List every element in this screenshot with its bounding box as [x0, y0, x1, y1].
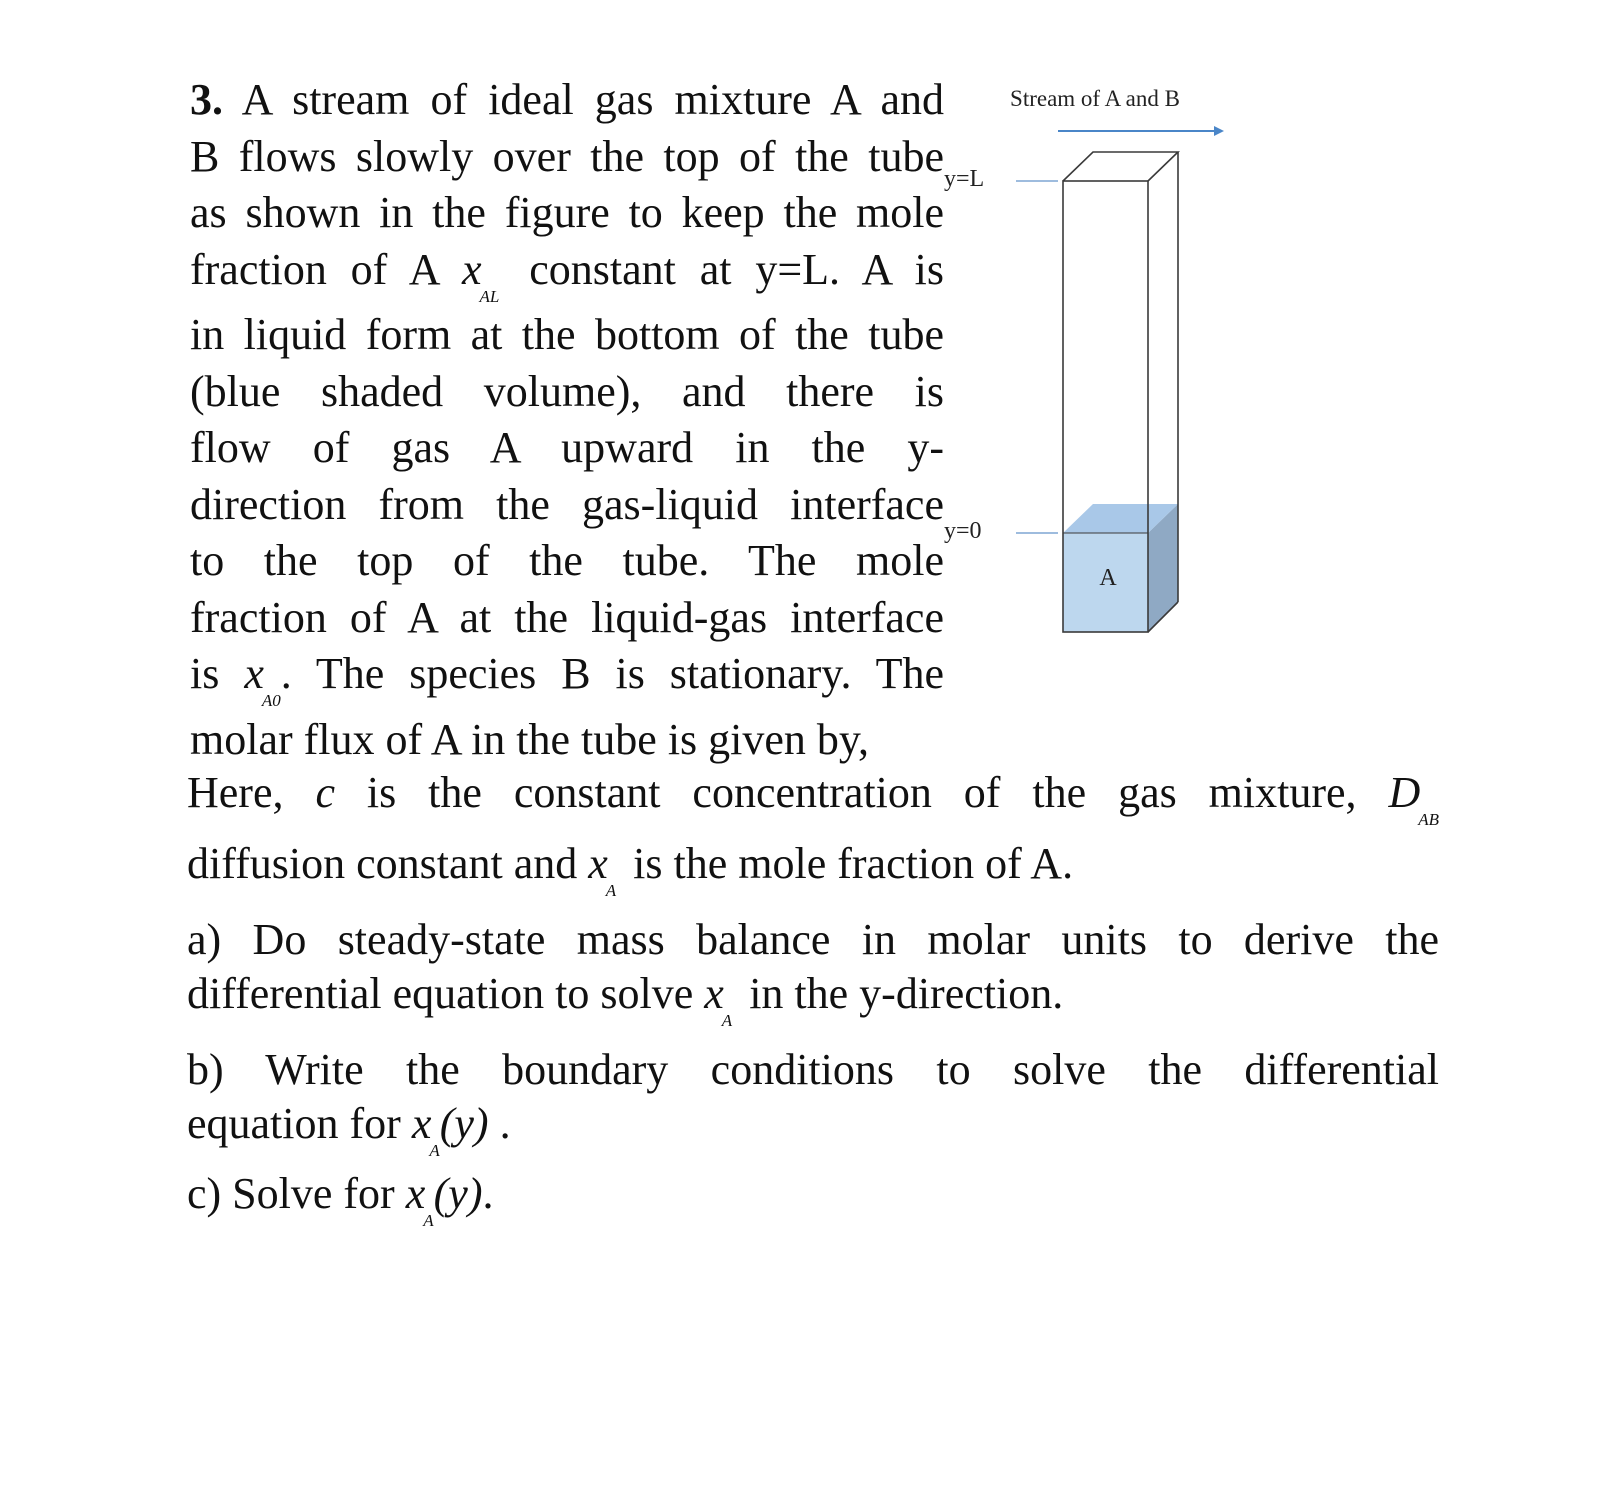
- intro-line: is $x_{A0}$. The species B is stationary. The: [190, 649, 944, 710]
- var-c: c: [315, 768, 335, 817]
- intro-line: fraction of A $x_{AL}$ constant at y=L. A is: [190, 244, 945, 306]
- subscript-A: A: [429, 1140, 440, 1160]
- var-x: x: [588, 838, 608, 888]
- part-b-line1: b) Write the boundary conditions to solve the differential: [187, 1045, 1439, 1094]
- var-x: x: [405, 1169, 426, 1218]
- subscript-A: A: [721, 1010, 733, 1030]
- tube: [1063, 152, 1178, 632]
- stream-label: Stream of A and B: [1010, 86, 1180, 111]
- problem-number: 3.: [190, 75, 223, 124]
- diffusion-line: diffusion constant and $x_A$ is the mole fraction of A.: [187, 838, 1074, 900]
- intro-line: molar flux of A in the tube is given by,: [190, 714, 870, 764]
- var-x: x: [704, 968, 724, 1018]
- intro-line: direction from the gas-liquid interface: [190, 479, 944, 529]
- stream-arrow-icon: [1058, 126, 1224, 136]
- problem-parts: [187, 762, 1439, 1234]
- intro-line: 3. A stream of ideal gas mixture A and: [190, 75, 944, 124]
- problem-intro: [190, 72, 944, 768]
- subscript-A: A: [423, 1211, 434, 1230]
- subscript-A0: A0: [261, 691, 281, 710]
- here-line: Here, c is the constant concentration of the gas mixture, $D_{AB}$: [187, 768, 1440, 829]
- subscript-A: A: [605, 880, 617, 900]
- intro-line: to the top of the tube. The mole: [190, 536, 944, 585]
- part-c-line: c) Solve for $x_A(y)$.: [187, 1169, 494, 1230]
- intro-line: (blue shaded volume), and there is: [190, 366, 944, 416]
- var-D: D: [1388, 768, 1421, 817]
- intro-line: fraction of A at the liquid-gas interface: [190, 592, 944, 642]
- part-a-line2: differential equation to solve $x_A$ in the y-direction.: [187, 968, 1064, 1030]
- intro-line: B flows slowly over the top of the tube: [190, 131, 944, 181]
- subscript-AB: AB: [1418, 810, 1440, 829]
- y-L-label: y=L: [944, 166, 985, 192]
- subscript-AL: AL: [479, 286, 500, 306]
- var-x: x: [411, 1098, 432, 1148]
- part-a-line1: a) Do steady-state mass balance in molar units to derive the: [187, 915, 1439, 964]
- intro-line: flow of gas A upward in the y-: [190, 423, 944, 472]
- var-x: x: [461, 244, 482, 294]
- var-x: x: [244, 649, 264, 698]
- liquid-A-label: A: [1099, 565, 1117, 591]
- intro-line: in liquid form at the bottom of the tube: [190, 310, 944, 359]
- part-b-line2: equation for $x_A(y)$ .: [187, 1098, 511, 1160]
- intro-line: as shown in the figure to keep the mole: [190, 188, 944, 237]
- tube-figure: [944, 80, 1270, 680]
- y-0-label: y=0: [944, 518, 982, 544]
